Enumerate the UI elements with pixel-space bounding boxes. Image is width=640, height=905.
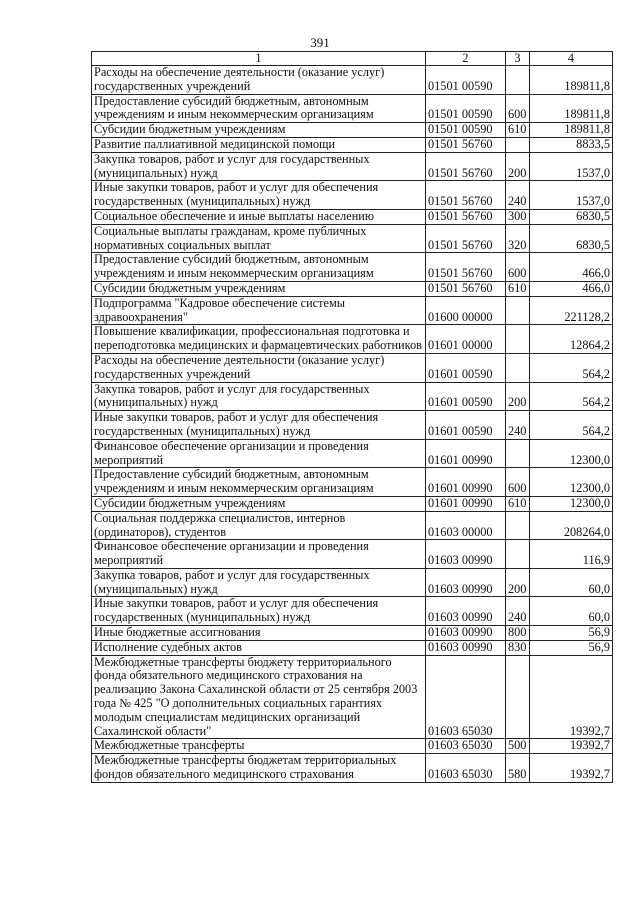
table-row: [92, 468, 613, 497]
row-code-cell: 01501 56760: [426, 152, 506, 181]
table-row: [92, 94, 613, 123]
row-name-cell: Финансовое обеспечение организации и проведения мероприятий: [92, 439, 426, 468]
row-amount-cell: 19392,7: [530, 655, 613, 739]
row-name-cell: Подпрограмма "Кадровое обеспечение системы здравоохранения": [92, 296, 426, 325]
row-amount-cell: 208264,0: [530, 511, 613, 540]
row-code-cell: 01603 65030: [426, 754, 506, 783]
table-row: [92, 253, 613, 282]
row-name-cell: Повышение квалификации, профессиональная подготовка и переподготовка медицинских и фармацевтических работников: [92, 325, 426, 354]
table-row: [92, 640, 613, 655]
row-name-cell: Предоставление субсидий бюджетным, автономным учреждениям и иным некоммерческим организациям: [92, 94, 426, 123]
table-row: [92, 511, 613, 540]
table-row: [92, 209, 613, 224]
row-type-cell: [506, 137, 530, 152]
header-type: 3: [506, 52, 530, 66]
row-amount-cell: 189811,8: [530, 123, 613, 138]
row-name-cell: Закупка товаров, работ и услуг для государственных (муниципальных) нужд: [92, 382, 426, 411]
row-type-cell: [506, 540, 530, 569]
table-row: [92, 597, 613, 626]
table-row: [92, 152, 613, 181]
row-amount-cell: 466,0: [530, 281, 613, 296]
row-name-cell: Иные закупки товаров, работ и услуг для обеспечения государственных (муниципальных) нужд: [92, 597, 426, 626]
budget-table: [91, 51, 613, 783]
header-code: 2: [426, 52, 506, 66]
row-amount-cell: 564,2: [530, 353, 613, 382]
row-code-cell: 01603 65030: [426, 739, 506, 754]
row-amount-cell: 12300,0: [530, 496, 613, 511]
row-code-cell: 01601 00990: [426, 468, 506, 497]
row-amount-cell: 56,9: [530, 626, 613, 641]
row-amount-cell: 19392,7: [530, 754, 613, 783]
row-code-cell: 01501 56760: [426, 181, 506, 210]
row-code-cell: 01603 00990: [426, 640, 506, 655]
row-name-cell: Исполнение судебных актов: [92, 640, 426, 655]
row-name-cell: Предоставление субсидий бюджетным, автономным учреждениям и иным некоммерческим организациям: [92, 253, 426, 282]
row-code-cell: 01601 00590: [426, 411, 506, 440]
row-amount-cell: 6830,5: [530, 209, 613, 224]
row-code-cell: 01603 65030: [426, 655, 506, 739]
row-type-cell: [506, 353, 530, 382]
row-type-cell: 500: [506, 739, 530, 754]
row-amount-cell: 8833,5: [530, 137, 613, 152]
table-row: [92, 411, 613, 440]
row-amount-cell: 1537,0: [530, 152, 613, 181]
row-code-cell: 01601 00990: [426, 439, 506, 468]
row-code-cell: 01603 00990: [426, 626, 506, 641]
row-type-cell: 610: [506, 496, 530, 511]
row-code-cell: 01603 00000: [426, 511, 506, 540]
table-row: [92, 568, 613, 597]
table-row: [92, 739, 613, 754]
row-code-cell: 01603 00990: [426, 540, 506, 569]
row-type-cell: 610: [506, 123, 530, 138]
table-row: [92, 137, 613, 152]
row-amount-cell: 221128,2: [530, 296, 613, 325]
row-code-cell: 01600 00000: [426, 296, 506, 325]
table-row: [92, 181, 613, 210]
row-type-cell: [506, 511, 530, 540]
row-amount-cell: 19392,7: [530, 739, 613, 754]
row-amount-cell: 564,2: [530, 382, 613, 411]
row-name-cell: Иные бюджетные ассигнования: [92, 626, 426, 641]
row-type-cell: 300: [506, 209, 530, 224]
row-name-cell: Социальное обеспечение и иные выплаты населению: [92, 209, 426, 224]
row-type-cell: [506, 655, 530, 739]
row-amount-cell: 1537,0: [530, 181, 613, 210]
row-amount-cell: 6830,5: [530, 224, 613, 253]
header-row: [92, 52, 613, 66]
row-code-cell: 01501 00590: [426, 123, 506, 138]
row-code-cell: 01501 56760: [426, 253, 506, 282]
row-name-cell: Развитие паллиативной медицинской помощи: [92, 137, 426, 152]
page-number: 391: [310, 35, 330, 50]
row-type-cell: [506, 296, 530, 325]
row-code-cell: 01603 00990: [426, 568, 506, 597]
row-code-cell: 01501 56760: [426, 224, 506, 253]
row-name-cell: Субсидии бюджетным учреждениям: [92, 496, 426, 511]
header-amount: 4: [530, 52, 613, 66]
row-code-cell: 01601 00590: [426, 353, 506, 382]
row-name-cell: Иные закупки товаров, работ и услуг для обеспечения государственных (муниципальных) нужд: [92, 411, 426, 440]
row-amount-cell: 60,0: [530, 597, 613, 626]
row-name-cell: Межбюджетные трансферты: [92, 739, 426, 754]
row-type-cell: 610: [506, 281, 530, 296]
table-row: [92, 281, 613, 296]
row-type-cell: [506, 439, 530, 468]
row-type-cell: 830: [506, 640, 530, 655]
table-row: [92, 655, 613, 739]
row-name-cell: Межбюджетные трансферты бюджету территориального фонда обязательного медицинского страхования на реализацию Закона Сахалинской области от 25 сентября 2003 года № 425 "О дополнительных социальных гарантиях молодым специалистам медицинских организаций Сахалинской области": [92, 655, 426, 739]
row-amount-cell: 564,2: [530, 411, 613, 440]
row-name-cell: Закупка товаров, работ и услуг для государственных (муниципальных) нужд: [92, 152, 426, 181]
row-name-cell: Иные закупки товаров, работ и услуг для обеспечения государственных (муниципальных) нужд: [92, 181, 426, 210]
row-type-cell: 800: [506, 626, 530, 641]
table-row: [92, 754, 613, 783]
row-amount-cell: 60,0: [530, 568, 613, 597]
row-type-cell: 600: [506, 94, 530, 123]
row-name-cell: Субсидии бюджетным учреждениям: [92, 123, 426, 138]
table-row: [92, 325, 613, 354]
row-code-cell: 01501 00590: [426, 94, 506, 123]
table-row: [92, 496, 613, 511]
row-code-cell: 01501 56760: [426, 281, 506, 296]
table-row: [92, 626, 613, 641]
row-type-cell: 600: [506, 468, 530, 497]
row-type-cell: [506, 66, 530, 95]
row-type-cell: 240: [506, 181, 530, 210]
row-amount-cell: 12300,0: [530, 439, 613, 468]
row-amount-cell: 12300,0: [530, 468, 613, 497]
row-amount-cell: 189811,8: [530, 94, 613, 123]
header-name: 1: [92, 52, 426, 66]
table-row: [92, 353, 613, 382]
row-amount-cell: 189811,8: [530, 66, 613, 95]
row-name-cell: Предоставление субсидий бюджетным, автономным учреждениям и иным некоммерческим организациям: [92, 468, 426, 497]
row-name-cell: Расходы на обеспечение деятельности (оказание услуг) государственных учреждений: [92, 66, 426, 95]
table-row: [92, 439, 613, 468]
row-code-cell: 01601 00000: [426, 325, 506, 354]
table-row: [92, 540, 613, 569]
row-type-cell: [506, 325, 530, 354]
row-amount-cell: 466,0: [530, 253, 613, 282]
row-name-cell: Закупка товаров, работ и услуг для государственных (муниципальных) нужд: [92, 568, 426, 597]
row-code-cell: 01501 00590: [426, 66, 506, 95]
row-code-cell: 01603 00990: [426, 597, 506, 626]
row-code-cell: 01601 00590: [426, 382, 506, 411]
row-code-cell: 01501 56760: [426, 209, 506, 224]
row-amount-cell: 116,9: [530, 540, 613, 569]
row-type-cell: 200: [506, 382, 530, 411]
row-type-cell: 240: [506, 411, 530, 440]
row-amount-cell: 12864,2: [530, 325, 613, 354]
row-name-cell: Социальные выплаты гражданам, кроме публичных нормативных социальных выплат: [92, 224, 426, 253]
row-name-cell: Межбюджетные трансферты бюджетам территориальных фондов обязательного медицинского страхования: [92, 754, 426, 783]
row-name-cell: Финансовое обеспечение организации и проведения мероприятий: [92, 540, 426, 569]
row-type-cell: 600: [506, 253, 530, 282]
row-name-cell: Субсидии бюджетным учреждениям: [92, 281, 426, 296]
table-row: [92, 382, 613, 411]
row-type-cell: 320: [506, 224, 530, 253]
row-type-cell: 240: [506, 597, 530, 626]
row-name-cell: Расходы на обеспечение деятельности (оказание услуг) государственных учреждений: [92, 353, 426, 382]
table-row: [92, 123, 613, 138]
row-name-cell: Социальная поддержка специалистов, интернов (ординаторов), студентов: [92, 511, 426, 540]
row-type-cell: 580: [506, 754, 530, 783]
row-code-cell: 01601 00990: [426, 496, 506, 511]
table-row: [92, 224, 613, 253]
row-type-cell: 200: [506, 568, 530, 597]
row-amount-cell: 56,9: [530, 640, 613, 655]
table-row: [92, 66, 613, 95]
row-code-cell: 01501 56760: [426, 137, 506, 152]
table-row: [92, 296, 613, 325]
row-type-cell: 200: [506, 152, 530, 181]
